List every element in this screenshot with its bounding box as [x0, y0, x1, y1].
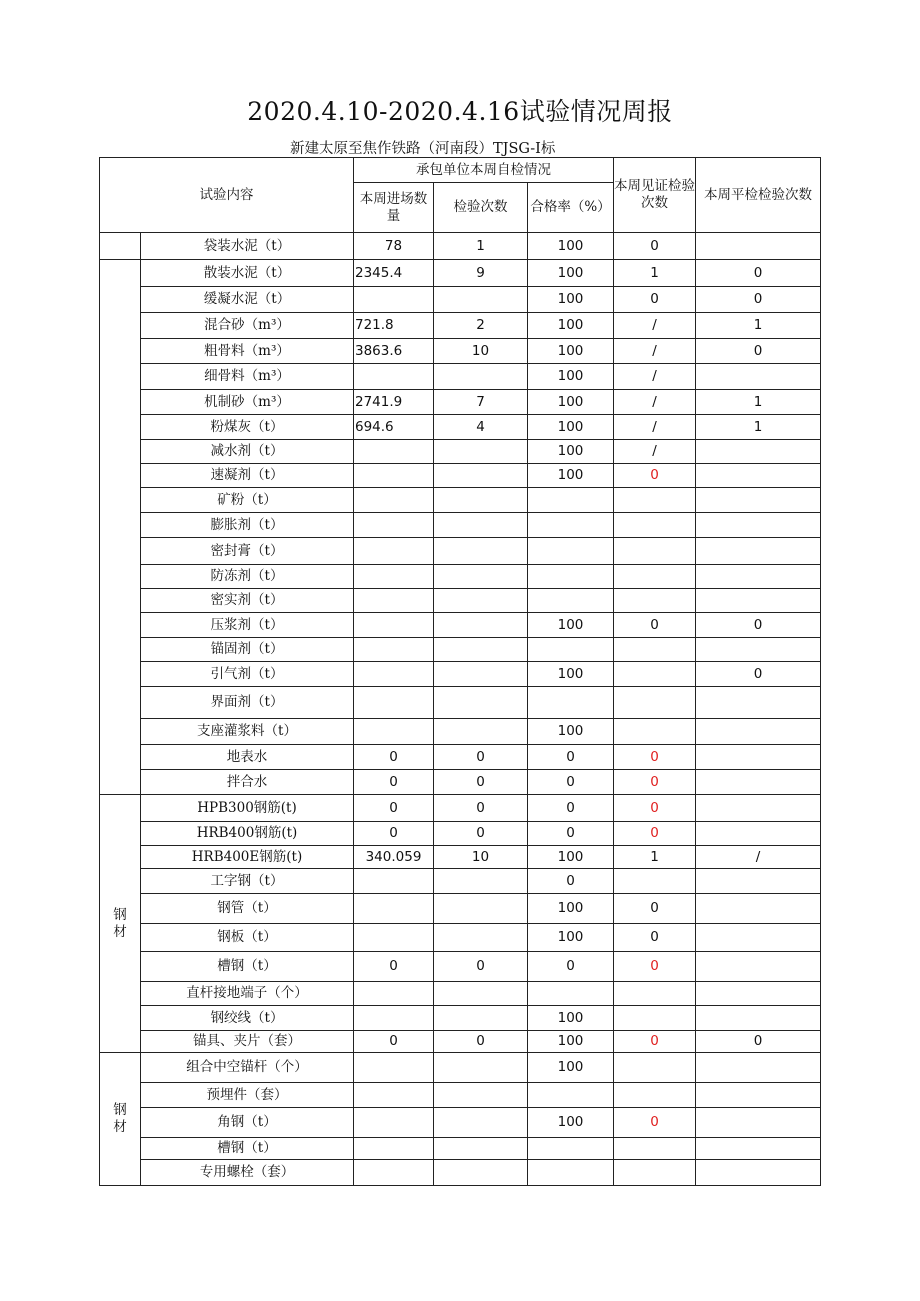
parallel-count-cell	[696, 1083, 821, 1108]
parallel-count-cell	[696, 1006, 821, 1031]
incoming-quantity-cell	[354, 719, 434, 745]
parallel-count-cell	[696, 488, 821, 513]
report-title: 2020.4.10-2020.4.16试验情况周报	[247, 97, 673, 126]
parallel-count-cell: /	[696, 846, 821, 869]
material-name-cell: HRB400钢筋(t)	[141, 822, 354, 846]
table-row	[100, 565, 821, 589]
pass-rate-cell: 0	[528, 869, 614, 894]
parallel-count-cell: 1	[696, 313, 821, 339]
material-name-cell: 引气剂（t）	[141, 662, 354, 687]
pass-rate-cell: 0	[528, 795, 614, 822]
material-name-cell: 直杆接地端子（个）	[141, 982, 354, 1006]
test-count-cell	[434, 1160, 528, 1186]
incoming-quantity-cell	[354, 924, 434, 952]
material-name-cell: 粉煤灰（t）	[141, 415, 354, 440]
pass-rate-cell: 100	[528, 662, 614, 687]
header-test-content: 试验内容	[100, 158, 354, 233]
witness-count-cell: 0	[614, 1031, 696, 1053]
group-cell-steel-2	[100, 1053, 141, 1186]
table-row	[100, 662, 821, 687]
parallel-count-cell	[696, 538, 821, 565]
table-row	[100, 1031, 821, 1053]
parallel-count-cell: 0	[696, 662, 821, 687]
pass-rate-cell: 0	[528, 770, 614, 795]
parallel-count-cell	[696, 1138, 821, 1160]
test-count-cell	[434, 638, 528, 662]
pass-rate-cell	[528, 1083, 614, 1108]
witness-count-cell	[614, 638, 696, 662]
pass-rate-cell	[528, 589, 614, 613]
pass-rate-cell: 100	[528, 339, 614, 364]
incoming-quantity-cell: 0	[354, 822, 434, 846]
test-count-cell	[434, 364, 528, 390]
witness-count-cell: 0	[614, 233, 696, 260]
material-name-cell: 角钢（t）	[141, 1108, 354, 1138]
table-row	[100, 390, 821, 415]
witness-count-cell: 0	[614, 745, 696, 770]
incoming-quantity-cell	[354, 1006, 434, 1031]
table-row	[100, 822, 821, 846]
incoming-quantity-cell: 340.059	[354, 846, 434, 869]
witness-count-cell: 0	[614, 287, 696, 313]
parallel-count-cell	[696, 924, 821, 952]
incoming-quantity-cell: 0	[354, 795, 434, 822]
witness-count-cell	[614, 565, 696, 589]
table-row	[100, 589, 821, 613]
test-count-cell	[434, 488, 528, 513]
witness-count-cell: /	[614, 390, 696, 415]
material-name-cell: 组合中空锚杆（个）	[141, 1053, 354, 1083]
test-count-cell: 1	[434, 233, 528, 260]
parallel-count-cell	[696, 795, 821, 822]
pass-rate-cell: 0	[528, 822, 614, 846]
pass-rate-cell: 100	[528, 440, 614, 464]
material-name-cell: 支座灌浆料（t）	[141, 719, 354, 745]
pass-rate-cell: 100	[528, 924, 614, 952]
incoming-quantity-cell: 3863.6	[354, 339, 434, 364]
material-name-cell: 机制砂（m³）	[141, 390, 354, 415]
test-count-cell	[434, 924, 528, 952]
material-name-cell: 减水剂（t）	[141, 440, 354, 464]
test-count-cell: 0	[434, 745, 528, 770]
pass-rate-cell	[528, 513, 614, 538]
parallel-count-cell	[696, 565, 821, 589]
witness-count-cell: 1	[614, 260, 696, 287]
parallel-count-cell	[696, 1160, 821, 1186]
table-row	[100, 538, 821, 565]
material-name-cell: 密封膏（t）	[141, 538, 354, 565]
test-count-cell	[434, 1083, 528, 1108]
test-count-cell: 0	[434, 1031, 528, 1053]
incoming-quantity-cell: 2345.4	[354, 260, 434, 287]
material-name-cell: 速凝剂（t）	[141, 464, 354, 488]
material-name-cell: 膨胀剂（t）	[141, 513, 354, 538]
group-cell-materials	[100, 260, 141, 795]
incoming-quantity-cell: 0	[354, 770, 434, 795]
material-name-cell: 缓凝水泥（t）	[141, 287, 354, 313]
incoming-quantity-cell: 0	[354, 1031, 434, 1053]
incoming-quantity-cell	[354, 1160, 434, 1186]
incoming-quantity-cell	[354, 440, 434, 464]
header-incoming-quantity: 本周进场数量	[354, 183, 434, 233]
table-row	[100, 1053, 821, 1083]
parallel-count-cell	[696, 719, 821, 745]
test-count-cell	[434, 719, 528, 745]
parallel-count-cell	[696, 513, 821, 538]
table-row	[100, 894, 821, 924]
incoming-quantity-cell: 721.8	[354, 313, 434, 339]
incoming-quantity-cell	[354, 589, 434, 613]
table-row	[100, 1138, 821, 1160]
witness-count-cell	[614, 719, 696, 745]
incoming-quantity-cell	[354, 894, 434, 924]
witness-count-cell: 0	[614, 613, 696, 638]
table-row	[100, 287, 821, 313]
parallel-count-cell	[696, 982, 821, 1006]
report-subtitle: 新建太原至焦作铁路（河南段）TJSG-Ⅰ标	[290, 141, 556, 157]
table-row	[100, 687, 821, 719]
parallel-count-cell	[696, 364, 821, 390]
parallel-count-cell	[696, 687, 821, 719]
witness-count-cell	[614, 1160, 696, 1186]
incoming-quantity-cell: 694.6	[354, 415, 434, 440]
table-row	[100, 924, 821, 952]
witness-count-cell: /	[614, 313, 696, 339]
witness-count-cell	[614, 589, 696, 613]
table-row	[100, 719, 821, 745]
test-count-cell	[434, 1108, 528, 1138]
pass-rate-cell: 100	[528, 719, 614, 745]
header-test-count: 检验次数	[434, 183, 528, 233]
parallel-count-cell	[696, 1053, 821, 1083]
incoming-quantity-cell	[354, 513, 434, 538]
table-row	[100, 339, 821, 364]
parallel-count-cell	[696, 952, 821, 982]
pass-rate-cell: 100	[528, 287, 614, 313]
parallel-count-cell	[696, 869, 821, 894]
witness-count-cell: /	[614, 364, 696, 390]
test-count-cell	[434, 1138, 528, 1160]
table-row	[100, 745, 821, 770]
parallel-count-cell: 1	[696, 390, 821, 415]
incoming-quantity-cell	[354, 1053, 434, 1083]
witness-count-cell	[614, 538, 696, 565]
incoming-quantity-cell	[354, 613, 434, 638]
test-count-cell	[434, 440, 528, 464]
test-count-cell	[434, 464, 528, 488]
test-count-cell	[434, 565, 528, 589]
pass-rate-cell: 100	[528, 233, 614, 260]
incoming-quantity-cell	[354, 662, 434, 687]
incoming-quantity-cell: 78	[354, 233, 434, 260]
pass-rate-cell: 0	[528, 952, 614, 982]
witness-count-cell	[614, 982, 696, 1006]
table-row	[100, 440, 821, 464]
material-name-cell: 压浆剂（t）	[141, 613, 354, 638]
material-name-cell: 混合砂（m³）	[141, 313, 354, 339]
parallel-count-cell: 0	[696, 339, 821, 364]
witness-count-cell: /	[614, 415, 696, 440]
material-name-cell: HRB400E钢筋(t)	[141, 846, 354, 869]
material-name-cell: 锚具、夹片（套）	[141, 1031, 354, 1053]
table-row	[100, 770, 821, 795]
pass-rate-cell	[528, 488, 614, 513]
material-name-cell: 槽钢（t）	[141, 1138, 354, 1160]
test-count-cell	[434, 894, 528, 924]
material-name-cell: 工字钢（t）	[141, 869, 354, 894]
parallel-count-cell	[696, 770, 821, 795]
test-count-cell: 10	[434, 846, 528, 869]
material-name-cell: 袋装水泥（t）	[141, 233, 354, 260]
incoming-quantity-cell	[354, 982, 434, 1006]
material-name-cell: 预埋件（套）	[141, 1083, 354, 1108]
pass-rate-cell: 100	[528, 415, 614, 440]
pass-rate-cell: 100	[528, 364, 614, 390]
witness-count-cell	[614, 869, 696, 894]
table-row	[100, 846, 821, 869]
table-row	[100, 513, 821, 538]
pass-rate-cell: 100	[528, 613, 614, 638]
parallel-count-cell: 0	[696, 1031, 821, 1053]
table-row	[100, 464, 821, 488]
parallel-count-cell	[696, 233, 821, 260]
pass-rate-cell: 100	[528, 1006, 614, 1031]
test-count-cell: 0	[434, 770, 528, 795]
pass-rate-cell	[528, 538, 614, 565]
witness-count-cell: /	[614, 339, 696, 364]
header-contractor-self-check: 承包单位本周自检情况	[354, 158, 614, 183]
table-row	[100, 869, 821, 894]
test-count-cell	[434, 1053, 528, 1083]
test-count-cell: 9	[434, 260, 528, 287]
witness-count-cell: 0	[614, 795, 696, 822]
witness-count-cell: 0	[614, 464, 696, 488]
weekly-test-report-table	[99, 157, 821, 1186]
incoming-quantity-cell	[354, 538, 434, 565]
material-name-cell: 槽钢（t）	[141, 952, 354, 982]
parallel-count-cell	[696, 1108, 821, 1138]
material-name-cell: 锚固剂（t）	[141, 638, 354, 662]
header-parallel-count: 本周平检检验次数	[696, 158, 821, 233]
parallel-count-cell	[696, 894, 821, 924]
table-row	[100, 260, 821, 287]
material-name-cell: 地表水	[141, 745, 354, 770]
parallel-count-cell: 0	[696, 260, 821, 287]
parallel-count-cell: 1	[696, 415, 821, 440]
test-count-cell: 0	[434, 822, 528, 846]
material-name-cell: HPB300钢筋(t)	[141, 795, 354, 822]
parallel-count-cell	[696, 745, 821, 770]
pass-rate-cell: 100	[528, 464, 614, 488]
incoming-quantity-cell	[354, 488, 434, 513]
test-count-cell: 0	[434, 952, 528, 982]
incoming-quantity-cell	[354, 1108, 434, 1138]
material-name-cell: 防冻剂（t）	[141, 565, 354, 589]
table-row	[100, 613, 821, 638]
material-name-cell: 专用螺栓（套）	[141, 1160, 354, 1186]
material-name-cell: 矿粉（t）	[141, 488, 354, 513]
witness-count-cell	[614, 1083, 696, 1108]
witness-count-cell	[614, 1053, 696, 1083]
test-count-cell	[434, 589, 528, 613]
test-count-cell	[434, 869, 528, 894]
incoming-quantity-cell	[354, 287, 434, 313]
material-name-cell: 钢管（t）	[141, 894, 354, 924]
pass-rate-cell	[528, 982, 614, 1006]
pass-rate-cell: 0	[528, 745, 614, 770]
header-row-1	[100, 158, 821, 183]
table-row	[100, 795, 821, 822]
incoming-quantity-cell	[354, 565, 434, 589]
witness-count-cell: 0	[614, 952, 696, 982]
test-count-cell	[434, 613, 528, 638]
table-row	[100, 415, 821, 440]
pass-rate-cell: 100	[528, 1031, 614, 1053]
witness-count-cell: /	[614, 440, 696, 464]
group-label: 钢材	[113, 1102, 127, 1135]
parallel-count-cell	[696, 464, 821, 488]
pass-rate-cell	[528, 687, 614, 719]
table-row	[100, 313, 821, 339]
pass-rate-cell: 100	[528, 846, 614, 869]
material-name-cell: 密实剂（t）	[141, 589, 354, 613]
header-pass-rate: 合格率（%）	[528, 183, 614, 233]
parallel-count-cell	[696, 440, 821, 464]
incoming-quantity-cell: 0	[354, 745, 434, 770]
material-name-cell: 界面剂（t）	[141, 687, 354, 719]
witness-count-cell	[614, 513, 696, 538]
test-count-cell	[434, 1006, 528, 1031]
incoming-quantity-cell: 2741.9	[354, 390, 434, 415]
incoming-quantity-cell	[354, 687, 434, 719]
group-label: 钢材	[113, 906, 127, 940]
test-count-cell: 10	[434, 339, 528, 364]
test-count-cell	[434, 982, 528, 1006]
test-count-cell: 4	[434, 415, 528, 440]
test-count-cell: 7	[434, 390, 528, 415]
incoming-quantity-cell	[354, 1083, 434, 1108]
incoming-quantity-cell	[354, 1138, 434, 1160]
pass-rate-cell: 100	[528, 390, 614, 415]
witness-count-cell: 0	[614, 894, 696, 924]
test-count-cell	[434, 513, 528, 538]
witness-count-cell	[614, 662, 696, 687]
group-cell-bagged-cement	[100, 233, 141, 260]
witness-count-cell: 0	[614, 924, 696, 952]
table-row	[100, 1108, 821, 1138]
table-row	[100, 952, 821, 982]
witness-count-cell	[614, 1006, 696, 1031]
material-name-cell: 粗骨料（m³）	[141, 339, 354, 364]
pass-rate-cell	[528, 638, 614, 662]
pass-rate-cell	[528, 565, 614, 589]
header-witness-count: 本周见证检验次数	[614, 158, 696, 233]
pass-rate-cell: 100	[528, 894, 614, 924]
test-count-cell	[434, 287, 528, 313]
pass-rate-cell: 100	[528, 1108, 614, 1138]
parallel-count-cell: 0	[696, 613, 821, 638]
pass-rate-cell	[528, 1138, 614, 1160]
material-name-cell: 拌合水	[141, 770, 354, 795]
table-row	[100, 364, 821, 390]
witness-count-cell: 0	[614, 822, 696, 846]
table-row	[100, 1160, 821, 1186]
test-count-cell	[434, 687, 528, 719]
table-row	[100, 638, 821, 662]
test-count-cell: 2	[434, 313, 528, 339]
incoming-quantity-cell	[354, 364, 434, 390]
material-name-cell: 细骨料（m³）	[141, 364, 354, 390]
table-row	[100, 1006, 821, 1031]
witness-count-cell: 0	[614, 770, 696, 795]
witness-count-cell	[614, 687, 696, 719]
test-count-cell	[434, 538, 528, 565]
pass-rate-cell: 100	[528, 313, 614, 339]
table-row	[100, 488, 821, 513]
witness-count-cell	[614, 1138, 696, 1160]
material-name-cell: 散装水泥（t）	[141, 260, 354, 287]
parallel-count-cell	[696, 822, 821, 846]
parallel-count-cell	[696, 589, 821, 613]
material-name-cell: 钢板（t）	[141, 924, 354, 952]
witness-count-cell: 0	[614, 1108, 696, 1138]
group-cell-steel-1	[100, 795, 141, 1053]
test-count-cell: 0	[434, 795, 528, 822]
material-name-cell: 钢绞线（t）	[141, 1006, 354, 1031]
incoming-quantity-cell: 0	[354, 952, 434, 982]
incoming-quantity-cell	[354, 638, 434, 662]
parallel-count-cell	[696, 638, 821, 662]
parallel-count-cell: 0	[696, 287, 821, 313]
table-row	[100, 233, 821, 260]
table-row	[100, 1083, 821, 1108]
pass-rate-cell	[528, 1160, 614, 1186]
pass-rate-cell: 100	[528, 260, 614, 287]
test-count-cell	[434, 662, 528, 687]
incoming-quantity-cell	[354, 464, 434, 488]
witness-count-cell	[614, 488, 696, 513]
pass-rate-cell: 100	[528, 1053, 614, 1083]
table-row	[100, 982, 821, 1006]
incoming-quantity-cell	[354, 869, 434, 894]
witness-count-cell: 1	[614, 846, 696, 869]
